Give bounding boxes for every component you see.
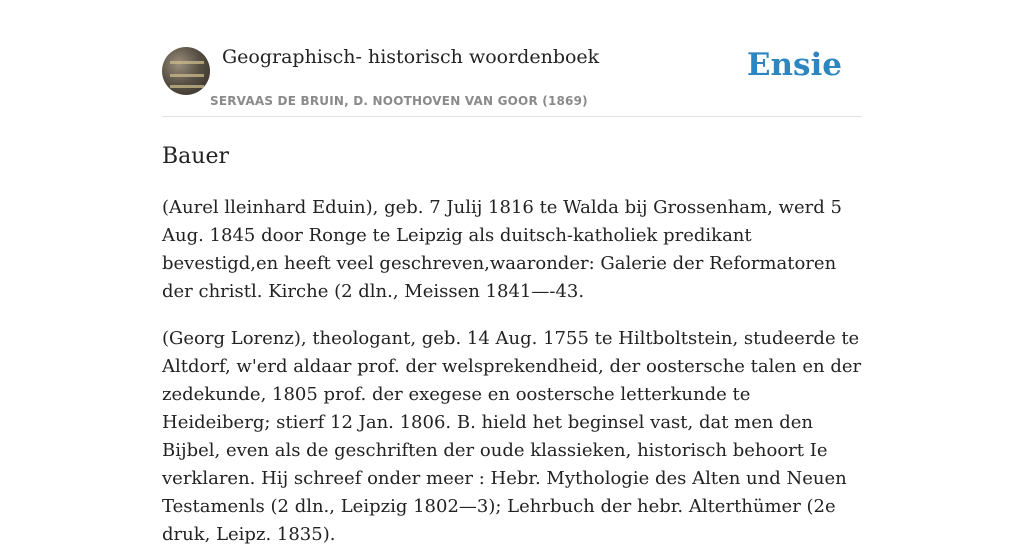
entry-title: Bauer xyxy=(162,144,229,169)
book-cover-image[interactable] xyxy=(162,47,210,95)
book-title[interactable]: Geographisch- historisch woordenboek xyxy=(222,46,600,68)
book-authors: SERVAAS DE BRUIN, D. NOOTHOVEN VAN GOOR (1869) xyxy=(210,94,588,108)
entry-paragraph: (Georg Lorenz), theologant, geb. 14 Aug. 1755 te Hiltboltstein, studeerde te Altdorf, w'erd aldaar prof. der welsprekendheid, der oostersche talen en der zedekunde, 1805 prof. der exegese en oostersche letterkunde te Heideiberg; stierf 12 Jan. 1806. B. hield het beginsel vast, dat men den Bijbel, even als de geschriften der oude klassieken, historisch behoort Ie verklaren. Hij schreef onder meer : Hebr. Mythologie des Alten und Neuen Testamenls (2 dln., Leipzig 1802—3); Lehrbuch der hebr. Alterthümer (2e druk, Leipz. 1835). xyxy=(162,328,862,546)
ensie-logo-link[interactable]: Ensie xyxy=(746,47,842,83)
page-content xyxy=(162,0,862,549)
entry-paragraph: (Aurel lleinhard Eduin), geb. 7 Julij 1816 te Walda bij Grossenham, werd 5 Aug. 1845 door Ronge te Leipzig als duitsch-katholiek predikant bevestigd,en heeft veel geschreven,waaronder: Galerie der Reformatoren der christl. Kirche (2 dln., Meissen 1841—-43. xyxy=(162,197,842,303)
book-header xyxy=(162,0,862,117)
